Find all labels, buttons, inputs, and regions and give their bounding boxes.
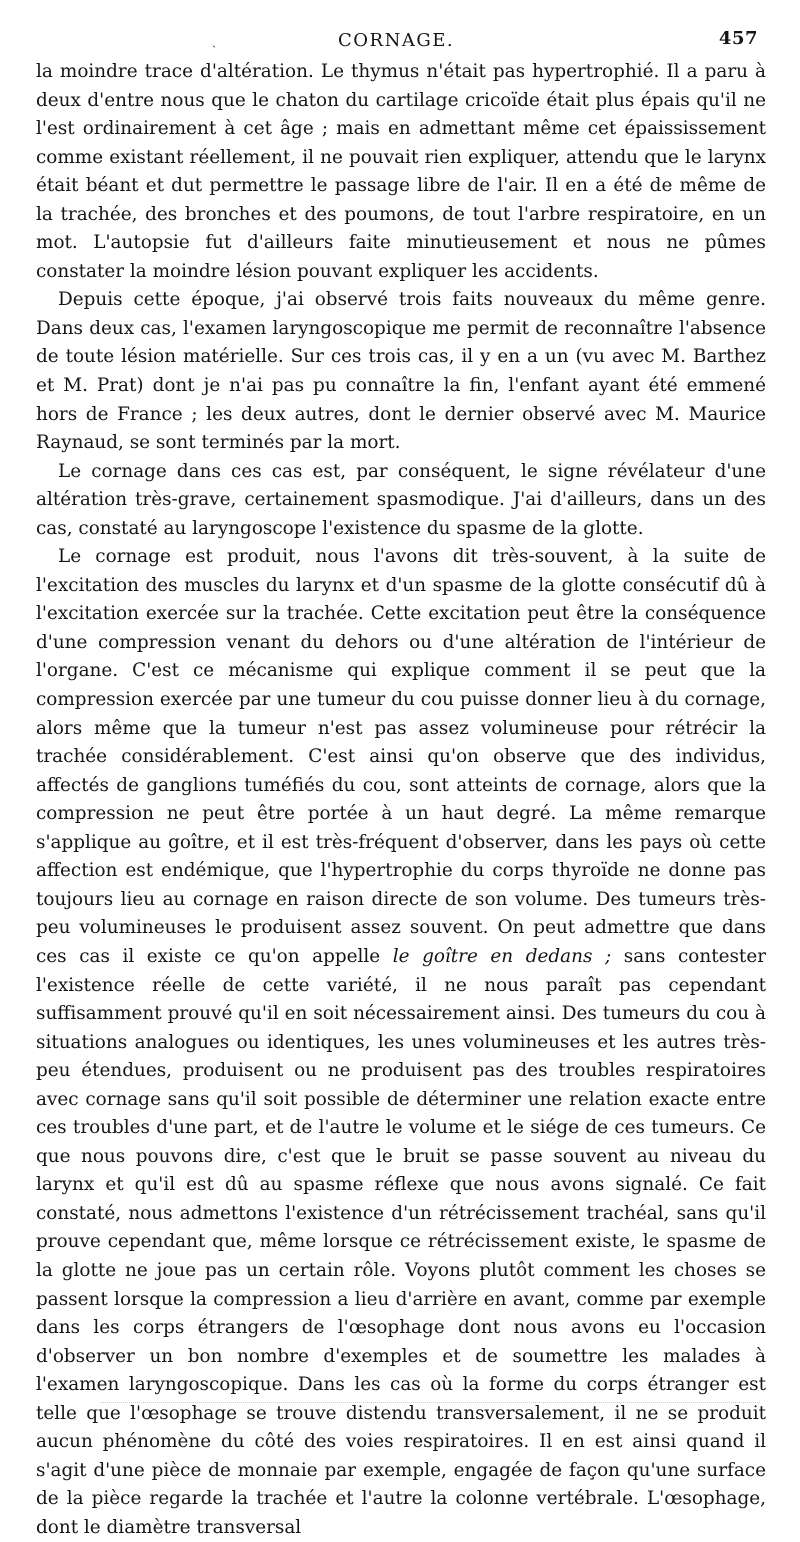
italic-phrase: le goître en dedans ;	[392, 945, 612, 967]
paragraph-1: la moindre trace d'altération. Le thymus n'était pas hypertrophié. Il a paru à deux d'entre nous que le chaton du cartilage cricoïde était plus épais qu'il ne l'est ordinairement à cet âge ; mais en admettant même cet épaississement comme existant réellement, il ne pouvait rien expliquer, attendu que le larynx était béant et dut permettre le passage libre de l'air. Il en a été de même de la trachée, des bronches et des poumons, de tout l'arbre respiratoire, en un mot. L'autopsie fut d'ailleurs faite minutieusement et nous ne pûmes constater la moindre lésion pouvant expliquer les accidents.	[36, 61, 766, 282]
header-mark: ˎ	[212, 34, 218, 48]
running-title: CORNAGE.	[338, 30, 455, 51]
paragraph-4	[36, 543, 766, 1542]
paragraph-4-text-before: Le cornage est produit, nous l'avons dit très-souvent, à la suite de l'excitation des muscles du larynx et d'un spasme de la glotte consécutif dû à l'excitation exercée sur la trachée. Cette excitation peut être la conséquence d'une compression venant du dehors ou d'une altération de l'intérieur de l'organe. C'est ce mécanisme qui explique comment il se peut que la compression exercée par une tumeur du cou puisse donner lieu à du cornage, alors même que la tumeur n'est pas assez volumineuse pour rétrécir la trachée considérablement. C'est ainsi qu'on observe que des individus, affectés de ganglions tuméfiés du cou, sont atteints de cornage, alors que la compression ne peut être portée à un haut degré. La même remarque s'applique au goître, et il est très-fréquent d'observer, dans les pays où cette affection est endémique, que l'hypertrophie du corps thyroïde ne donne pas toujours lieu au cornage en raison directe de son volume. Des tumeurs très-peu volumineuses le produisent assez souvent. On peut admettre que dans ces cas il existe ce qu'on appelle	[36, 546, 766, 967]
paragraph-2: Depuis cette époque, j'ai observé trois faits nouveaux du même genre. Dans deux cas, l'examen laryngoscopique me permit de reconnaître l'absence de toute lésion matérielle. Sur ces trois cas, il y en a un (vu avec M. Barthez et M. Prat) dont je n'ai pas pu connaître la fin, l'enfant ayant été emmené hors de France ; les deux autres, dont le dernier observé avec M. Maurice Raynaud, se sont terminés par la mort.	[36, 289, 766, 454]
scan-artifact-line	[100, 1402, 760, 1409]
page-number: 457	[718, 28, 758, 49]
paragraph-3: Le cornage dans ces cas est, par conséquent, le signe révélateur d'une altération très-grave, certainement spasmodique. J'ai d'ailleurs, dans un des cas, constaté au laryngoscope l'existence du spasme de la glotte.	[36, 460, 766, 539]
running-head	[36, 24, 766, 58]
paragraph-4-text-after: sans contester l'existence réelle de cette variété, il ne nous paraît pas cependant suffisamment prouvé qu'il en soit nécessairement ainsi. Des tumeurs du cou à situations analogues ou identiques, les unes volumineuses et les autres très-peu étendues, produisent ou ne produisent pas des troubles respiratoires avec cornage sans qu'il soit possible de déterminer une relation exacte entre ces troubles d'une part, et de l'autre le volume et le siége de ces tumeurs. Ce que nous pouvons dire, c'est que le bruit se passe souvent au niveau du larynx et qu'il est dû au spasme réflexe que nous avons signalé. Ce fait constaté, nous admettons l'existence d'un rétrécissement trachéal, sans qu'il prouve cependant que, même lorsque ce rétrécissement existe, le spasme de la glotte ne joue pas un certain rôle. Voyons plutôt comment les choses se passent lorsque la compression a lieu d'arrière en avant, comme par exemple dans les corps étrangers de l'œsophage dont nous avons eu l'occasion d'observer un bon nombre d'exemples et de soumettre les malades à l'examen laryngoscopique. Dans les cas où la forme du corps étranger est telle que l'œsophage se trouve distendu transversalement, il ne se produit aucun phénomène du côté des voies respiratoires. Il en est ainsi quand il s'agit d'une pièce de monnaie par exemple, engagée de façon qu'une surface de la pièce regarde la trachée et l'autre la colonne vertébrale. L'œsophage, dont le diamètre transversal	[36, 945, 766, 1538]
body-text	[36, 58, 766, 1542]
